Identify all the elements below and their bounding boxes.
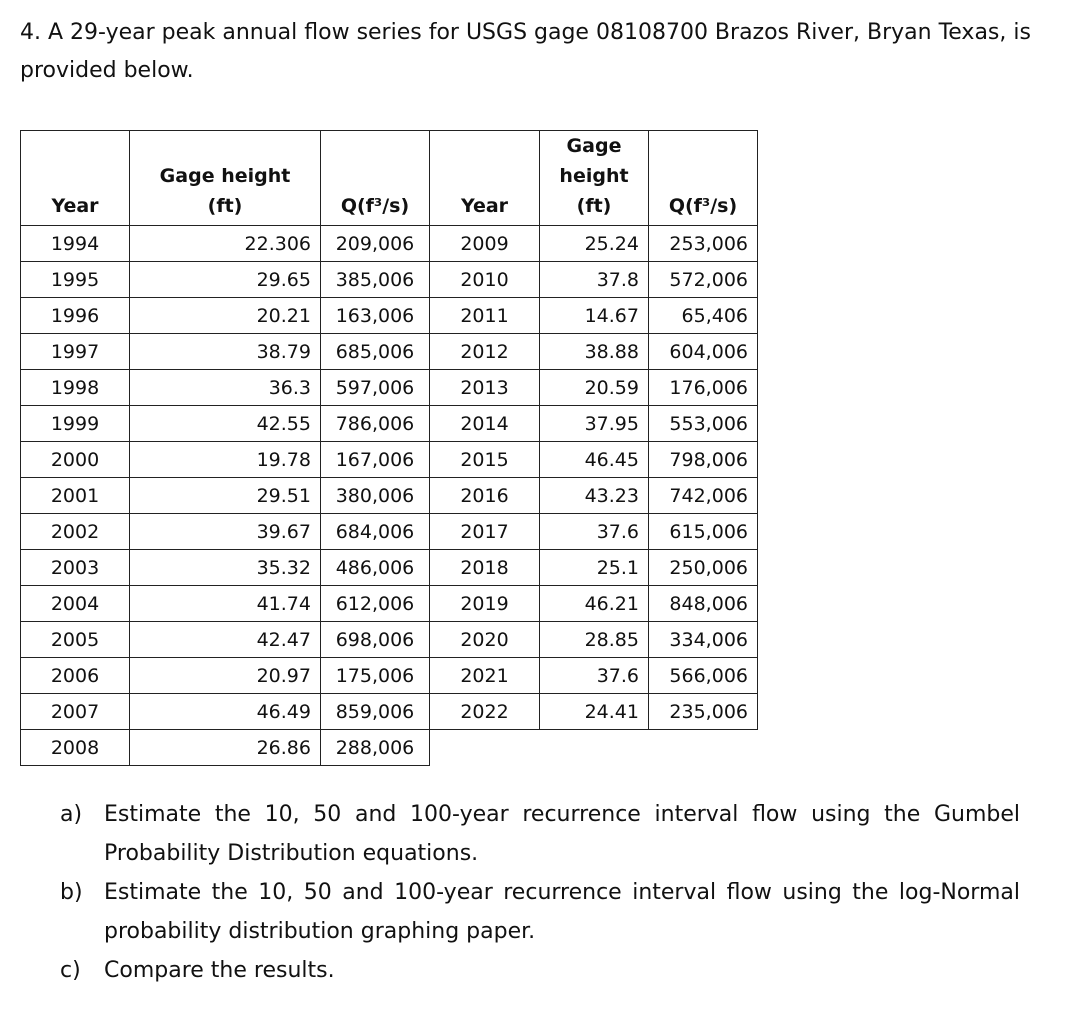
- cell-year-right: 2017: [430, 514, 540, 550]
- cell-year-left: 2001: [21, 478, 130, 514]
- cell-q-left: 597,006: [321, 370, 430, 406]
- cell-gage-height-right: 25.1: [540, 550, 649, 586]
- cell-q-left: 786,006: [321, 406, 430, 442]
- cell-q-right: 250,006: [649, 550, 758, 586]
- table-row: [21, 226, 758, 262]
- header-gage-height-left: [130, 131, 321, 226]
- table-row: [21, 694, 758, 730]
- cell-q-left: 385,006: [321, 262, 430, 298]
- cell-gage-height-right: 20.59: [540, 370, 649, 406]
- cell-year-right: 2018: [430, 550, 540, 586]
- question-marker: a): [60, 802, 83, 827]
- cell-year-left: 2008: [21, 730, 130, 766]
- header-gage-height-left-line2: (ft): [207, 195, 243, 217]
- cell-q-right: 65,406: [649, 298, 758, 334]
- table-row: [21, 586, 758, 622]
- cell-year-left: 2003: [21, 550, 130, 586]
- cell-year-left: 1997: [21, 334, 130, 370]
- cell-empty: [540, 730, 649, 766]
- cell-year-right: 2016: [430, 478, 540, 514]
- table-row: [21, 262, 758, 298]
- table-row: [21, 514, 758, 550]
- cell-gage-height-left: 26.86: [130, 730, 321, 766]
- cell-q-right: 235,006: [649, 694, 758, 730]
- table-row: [21, 658, 758, 694]
- question-item-c: [60, 951, 1020, 990]
- cell-year-left: 1996: [21, 298, 130, 334]
- cell-year-right: 2012: [430, 334, 540, 370]
- cell-gage-height-right: 14.67: [540, 298, 649, 334]
- header-q-left: Q(f³/s): [321, 131, 430, 226]
- header-gage-height-right: [540, 131, 649, 226]
- cell-year-right: 2014: [430, 406, 540, 442]
- cell-year-left: 1999: [21, 406, 130, 442]
- cell-year-right: 2010: [430, 262, 540, 298]
- cell-gage-height-left: 39.67: [130, 514, 321, 550]
- cell-q-right: 604,006: [649, 334, 758, 370]
- question-list: [60, 795, 1020, 990]
- cell-gage-height-left: 42.55: [130, 406, 321, 442]
- peak-flow-table-container: [20, 130, 758, 766]
- question-text: Estimate the 10, 50 and 100-year recurrence interval flow using the log-Normal probability distribution graphing paper.: [104, 880, 1020, 944]
- cell-gage-height-left: 41.74: [130, 586, 321, 622]
- cell-gage-height-left: 42.47: [130, 622, 321, 658]
- cell-q-right: 553,006: [649, 406, 758, 442]
- cell-q-left: 612,006: [321, 586, 430, 622]
- cell-gage-height-right: 24.41: [540, 694, 649, 730]
- cell-year-right: 2021: [430, 658, 540, 694]
- cell-gage-height-right: 37.95: [540, 406, 649, 442]
- cell-year-left: 2004: [21, 586, 130, 622]
- cell-q-left: 167,006: [321, 442, 430, 478]
- cell-empty: [430, 730, 540, 766]
- cell-year-left: 2005: [21, 622, 130, 658]
- cell-gage-height-left: 20.97: [130, 658, 321, 694]
- question-item-b: [60, 873, 1020, 951]
- header-gage-height-left-line1: Gage height: [159, 165, 291, 187]
- cell-year-right: 2009: [430, 226, 540, 262]
- table-row: [21, 334, 758, 370]
- cell-year-right: 2020: [430, 622, 540, 658]
- cell-q-right: 253,006: [649, 226, 758, 262]
- cell-gage-height-left: 46.49: [130, 694, 321, 730]
- header-gage-height-right-line3: (ft): [576, 195, 612, 217]
- cell-gage-height-right: 38.88: [540, 334, 649, 370]
- question-text: Compare the results.: [104, 958, 335, 983]
- table-body: [21, 226, 758, 766]
- header-year-left: Year: [21, 131, 130, 226]
- header-q-right: Q(f³/s): [649, 131, 758, 226]
- cell-gage-height-right: 28.85: [540, 622, 649, 658]
- cell-q-left: 380,006: [321, 478, 430, 514]
- question-text: Estimate the 10, 50 and 100-year recurrence interval flow using the Gumbel Probability Distribution equations.: [104, 802, 1020, 866]
- header-year-right: Year: [430, 131, 540, 226]
- cell-year-left: 1994: [21, 226, 130, 262]
- table-row: [21, 370, 758, 406]
- table-row: [21, 730, 758, 766]
- table-row: [21, 442, 758, 478]
- peak-flow-table: [20, 130, 758, 766]
- cell-year-left: 2007: [21, 694, 130, 730]
- cell-gage-height-right: 37.8: [540, 262, 649, 298]
- cell-gage-height-left: 38.79: [130, 334, 321, 370]
- cell-gage-height-left: 35.32: [130, 550, 321, 586]
- cell-gage-height-right: 37.6: [540, 514, 649, 550]
- cell-year-right: 2022: [430, 694, 540, 730]
- cell-q-left: 288,006: [321, 730, 430, 766]
- cell-year-left: 1998: [21, 370, 130, 406]
- table-row: [21, 478, 758, 514]
- cell-q-left: 486,006: [321, 550, 430, 586]
- cell-year-right: 2015: [430, 442, 540, 478]
- cell-q-left: 859,006: [321, 694, 430, 730]
- table-row: [21, 406, 758, 442]
- cell-year-right: 2011: [430, 298, 540, 334]
- cell-q-left: 698,006: [321, 622, 430, 658]
- cell-gage-height-left: 20.21: [130, 298, 321, 334]
- cell-gage-height-right: 46.21: [540, 586, 649, 622]
- cell-q-left: 685,006: [321, 334, 430, 370]
- question-marker: b): [60, 880, 83, 905]
- cell-q-right: 848,006: [649, 586, 758, 622]
- cell-gage-height-left: 36.3: [130, 370, 321, 406]
- cell-gage-height-left: 19.78: [130, 442, 321, 478]
- cell-q-right: 566,006: [649, 658, 758, 694]
- problem-statement: 4. A 29-year peak annual flow series for USGS gage 08108700 Brazos River, Bryan Texas, is provided below.: [20, 20, 1031, 83]
- cell-year-left: 2002: [21, 514, 130, 550]
- cell-gage-height-right: 37.6: [540, 658, 649, 694]
- cell-gage-height-right: 46.45: [540, 442, 649, 478]
- header-gage-height-right-line1: Gage: [566, 135, 622, 157]
- cell-q-left: 684,006: [321, 514, 430, 550]
- question-item-a: [60, 795, 1020, 873]
- cell-gage-height-left: 29.51: [130, 478, 321, 514]
- cell-gage-height-left: 29.65: [130, 262, 321, 298]
- cell-gage-height-right: 43.23: [540, 478, 649, 514]
- table-row: [21, 622, 758, 658]
- cell-year-right: 2013: [430, 370, 540, 406]
- cell-q-left: 209,006: [321, 226, 430, 262]
- cell-q-right: 742,006: [649, 478, 758, 514]
- table-row: [21, 298, 758, 334]
- cell-year-left: 2006: [21, 658, 130, 694]
- cell-q-right: 615,006: [649, 514, 758, 550]
- cell-empty: [649, 730, 758, 766]
- table-header-row: [21, 131, 758, 226]
- cell-gage-height-right: 25.24: [540, 226, 649, 262]
- cell-q-right: 798,006: [649, 442, 758, 478]
- cell-gage-height-left: 22.306: [130, 226, 321, 262]
- cell-year-left: 1995: [21, 262, 130, 298]
- table-row: [21, 550, 758, 586]
- question-marker: c): [60, 958, 81, 983]
- cell-q-left: 175,006: [321, 658, 430, 694]
- cell-q-right: 176,006: [649, 370, 758, 406]
- header-gage-height-right-line2: height: [559, 165, 629, 187]
- cell-year-left: 2000: [21, 442, 130, 478]
- cell-q-right: 572,006: [649, 262, 758, 298]
- cell-q-left: 163,006: [321, 298, 430, 334]
- cell-year-right: 2019: [430, 586, 540, 622]
- cell-q-right: 334,006: [649, 622, 758, 658]
